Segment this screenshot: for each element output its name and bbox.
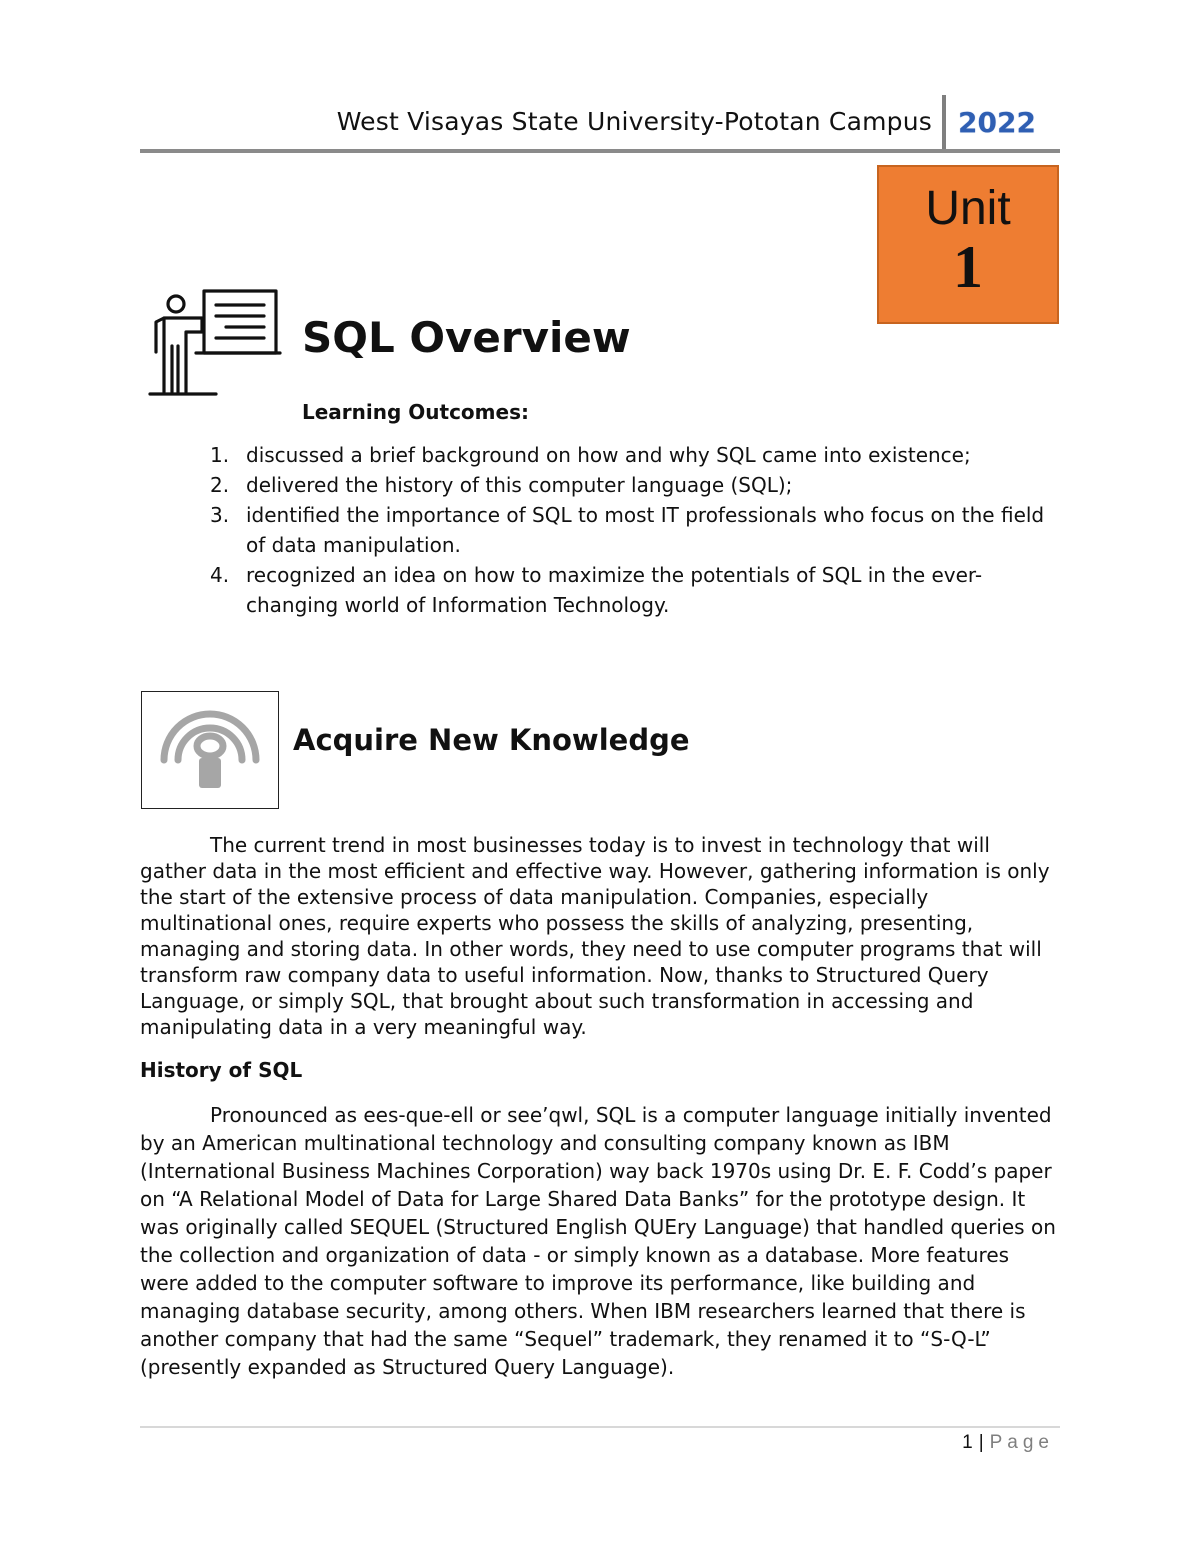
page-number: 1 [962,1432,973,1453]
list-item [210,560,1060,620]
list-item-number: 1. [210,443,230,467]
list-item-number: 4. [210,563,230,587]
header-year: 2022 [958,106,1036,139]
learning-outcomes-list [210,440,1060,620]
unit-badge [877,165,1059,324]
list-item-text: recognized an idea on how to maximize the potentials of SQL in the ever-changing world of Information Technology. [246,563,983,617]
list-item [210,440,1060,470]
teacher-presentation-icon [146,288,282,398]
broadcast-icon [142,692,277,807]
history-heading: History of SQL [140,1058,303,1082]
unit-label: Unit [925,182,1011,235]
list-item [210,500,1060,560]
unit-number: 1 [953,234,983,300]
footer-rule [140,1426,1060,1428]
header-divider [942,95,946,151]
page-label: Page [989,1432,1054,1453]
list-item-text: discussed a brief background on how and why SQL came into existence; [246,443,971,467]
list-item-number: 2. [210,473,230,497]
footer-separator: | [978,1432,984,1453]
page-title: SQL Overview [302,313,631,362]
intro-paragraph [140,832,1060,1040]
section-title: Acquire New Knowledge [293,723,690,757]
list-item-text: identified the importance of SQL to most IT professionals who focus on the field of data manipulation. [246,503,1045,557]
list-item [210,470,1060,500]
list-item-number: 3. [210,503,230,527]
learning-outcomes-label: Learning Outcomes: [302,400,529,424]
history-paragraph [140,1101,1060,1381]
header-institution: West Visayas State University-Pototan Campus [336,107,932,136]
list-item-text: delivered the history of this computer language (SQL); [246,473,793,497]
header-rule [140,149,1060,153]
intro-paragraph-text: The current trend in most businesses today is to invest in technology that will gather data in the most efficient and effective way. However, gathering information is only the start of the extensive process of data manipulation. Companies, especially multinational ones, require experts who possess the skills of analyzing, presenting, managing and storing data. In other words, they need to use computer programs that will transform raw company data to useful information. Now, thanks to Structured Query Language, or simply SQL, that brought about such transformation in accessing and manipulating data in a very meaningful way. [140,833,1050,1039]
section-icon-frame [141,691,279,809]
page-header [140,95,1060,155]
page-footer [962,1432,1054,1454]
history-paragraph-text: Pronounced as ees-que-ell or see’qwl, SQL is a computer language initially invented by an American multinational technology and consulting company known as IBM (International Business Machines Corporation) way back 1970s using Dr. E. F. Codd’s paper on “A Relational Model of Data for Large Shared Data Banks” for the prototype design. It was originally called SEQUEL (Structured English QUEry Language) that handled queries on the collection and organization of data - or simply known as a database. More features were added to the computer software to improve its performance, like building and managing database security, among others. When IBM researchers learned that there is another company that had the same “Sequel” trademark, they renamed it to “S-Q-L” (presently expanded as Structured Query Language). [140,1103,1056,1379]
